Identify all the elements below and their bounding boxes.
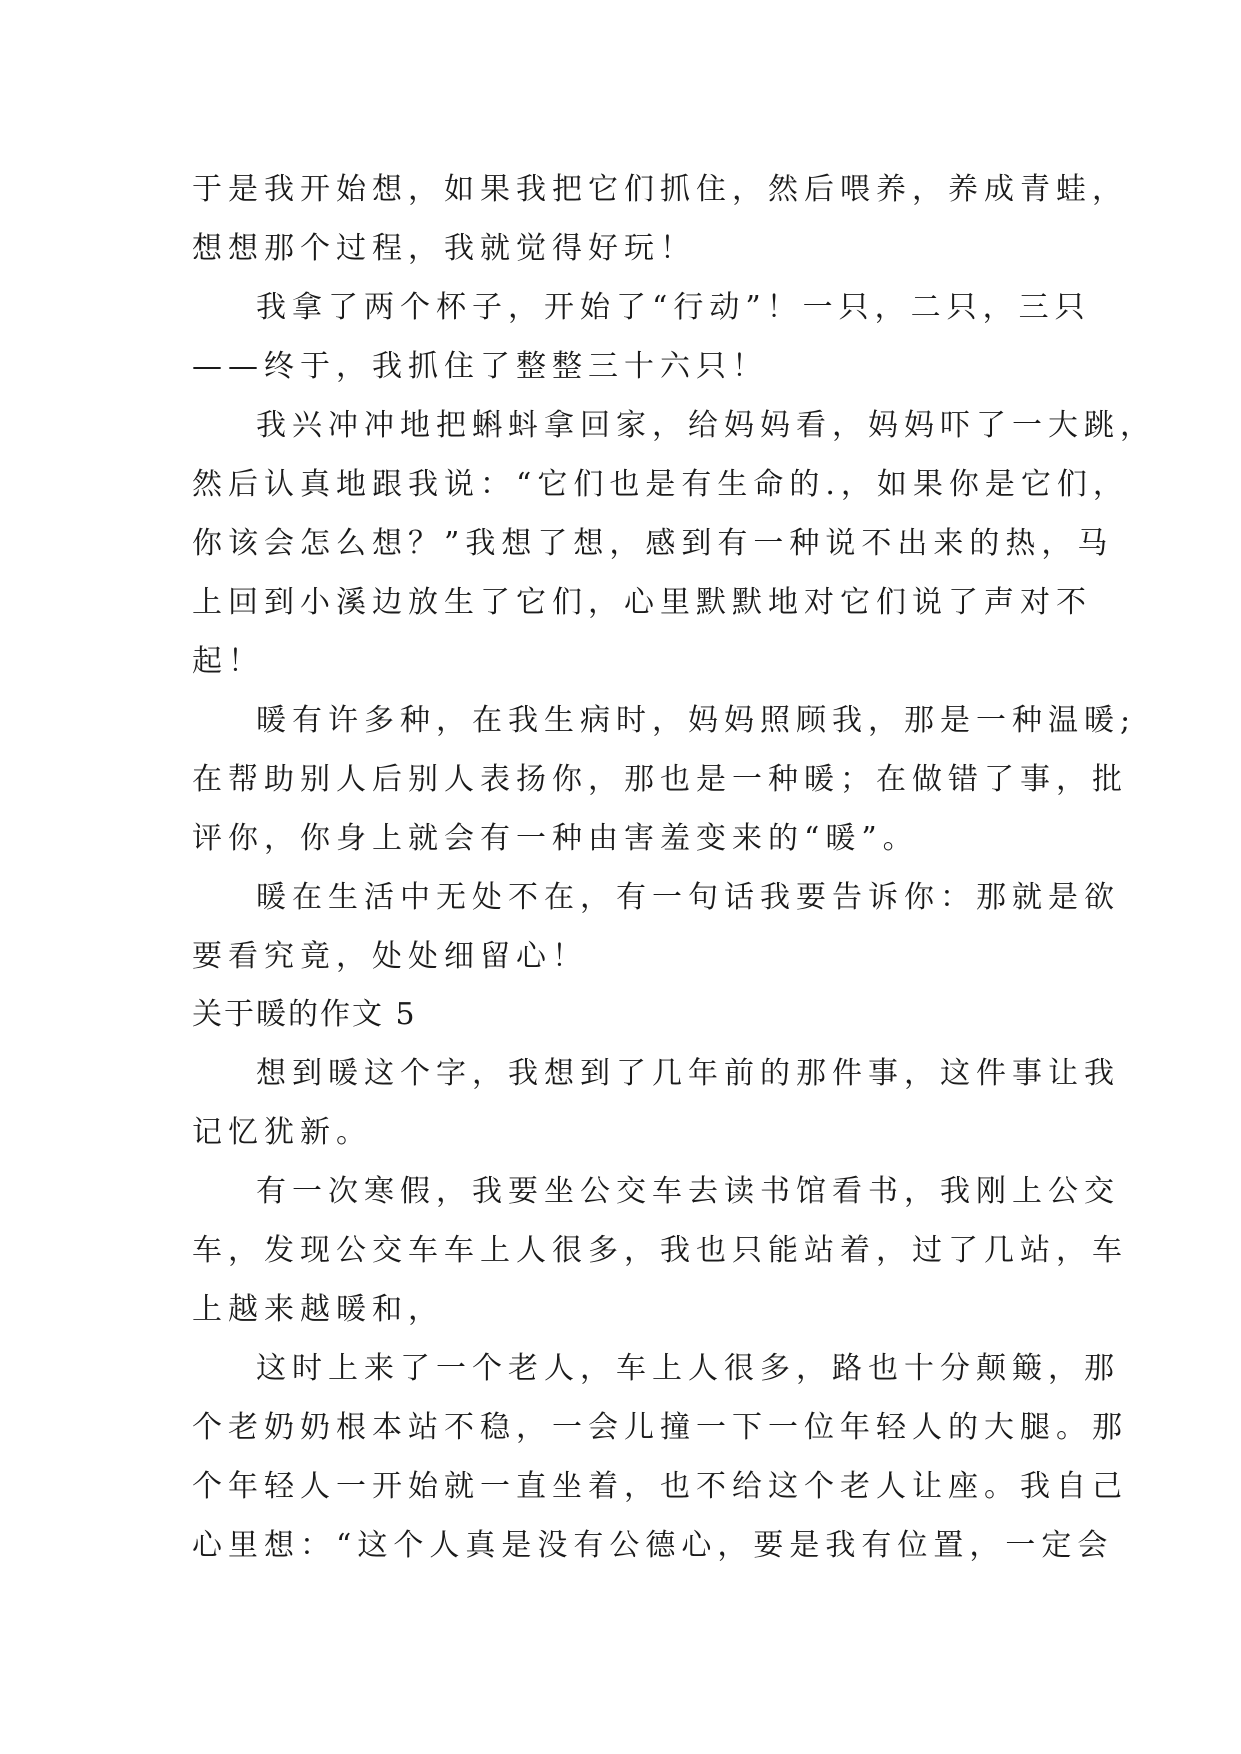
text-line: 于是我开始想，如果我把它们抓住，然后喂养，养成青蛙， bbox=[192, 172, 1128, 207]
text-line: 车，发现公交车车上人很多，我也只能站着，过了几站，车 bbox=[192, 1233, 1128, 1268]
text-line: 上越来越暖和， bbox=[192, 1292, 444, 1327]
paragraph-start-line: 想到暖这个字，我想到了几年前的那件事，这件事让我 bbox=[256, 1056, 1120, 1091]
text-line: 然后认真地跟我说：“它们也是有生命的.，如果你是它们， bbox=[192, 467, 1129, 502]
text-line: 评你，你身上就会有一种由害羞变来的“暖”。 bbox=[192, 821, 919, 856]
text-line: 个老奶奶根本站不稳，一会儿撞一下一位年轻人的大腿。那 bbox=[192, 1410, 1128, 1445]
text-line: 要看究竟，处处细留心！ bbox=[192, 939, 588, 974]
text-line: 心里想：“这个人真是没有公德心，要是我有位置，一定会 bbox=[192, 1528, 1114, 1563]
text-line: 在帮助别人后别人表扬你，那也是一种暖；在做错了事，批 bbox=[192, 762, 1128, 797]
paragraph-start-line: 暖在生活中无处不在，有一句话我要告诉你：那就是欲 bbox=[256, 880, 1120, 915]
section-heading: 关于暖的作文 5 bbox=[192, 997, 417, 1032]
text-line: ——终于，我抓住了整整三十六只！ bbox=[192, 349, 768, 384]
text-line: 起！ bbox=[192, 644, 264, 679]
text-line: 想想那个过程，我就觉得好玩！ bbox=[192, 231, 696, 266]
paragraph-start-line: 我拿了两个杯子，开始了“行动”！一只，二只，三只 bbox=[256, 290, 1091, 325]
paragraph-start-line: 暖有许多种，在我生病时，妈妈照顾我，那是一种温暖; bbox=[256, 703, 1137, 738]
paragraph-start-line: 这时上来了一个老人，车上人很多，路也十分颠簸，那 bbox=[256, 1351, 1120, 1386]
text-line: 个年轻人一开始就一直坐着，也不给这个老人让座。我自己 bbox=[192, 1469, 1128, 1504]
text-line: 你该会怎么想？”我想了想，感到有一种说不出来的热，马 bbox=[192, 526, 1114, 561]
text-line: 上回到小溪边放生了它们，心里默默地对它们说了声对不 bbox=[192, 585, 1092, 620]
body-text bbox=[192, 160, 1156, 1575]
paragraph-start-line: 我兴冲冲地把蝌蚪拿回家，给妈妈看，妈妈吓了一大跳， bbox=[256, 408, 1156, 443]
text-line: 记忆犹新。 bbox=[192, 1115, 372, 1150]
paragraph-start-line: 有一次寒假，我要坐公交车去读书馆看书，我刚上公交 bbox=[256, 1174, 1120, 1209]
